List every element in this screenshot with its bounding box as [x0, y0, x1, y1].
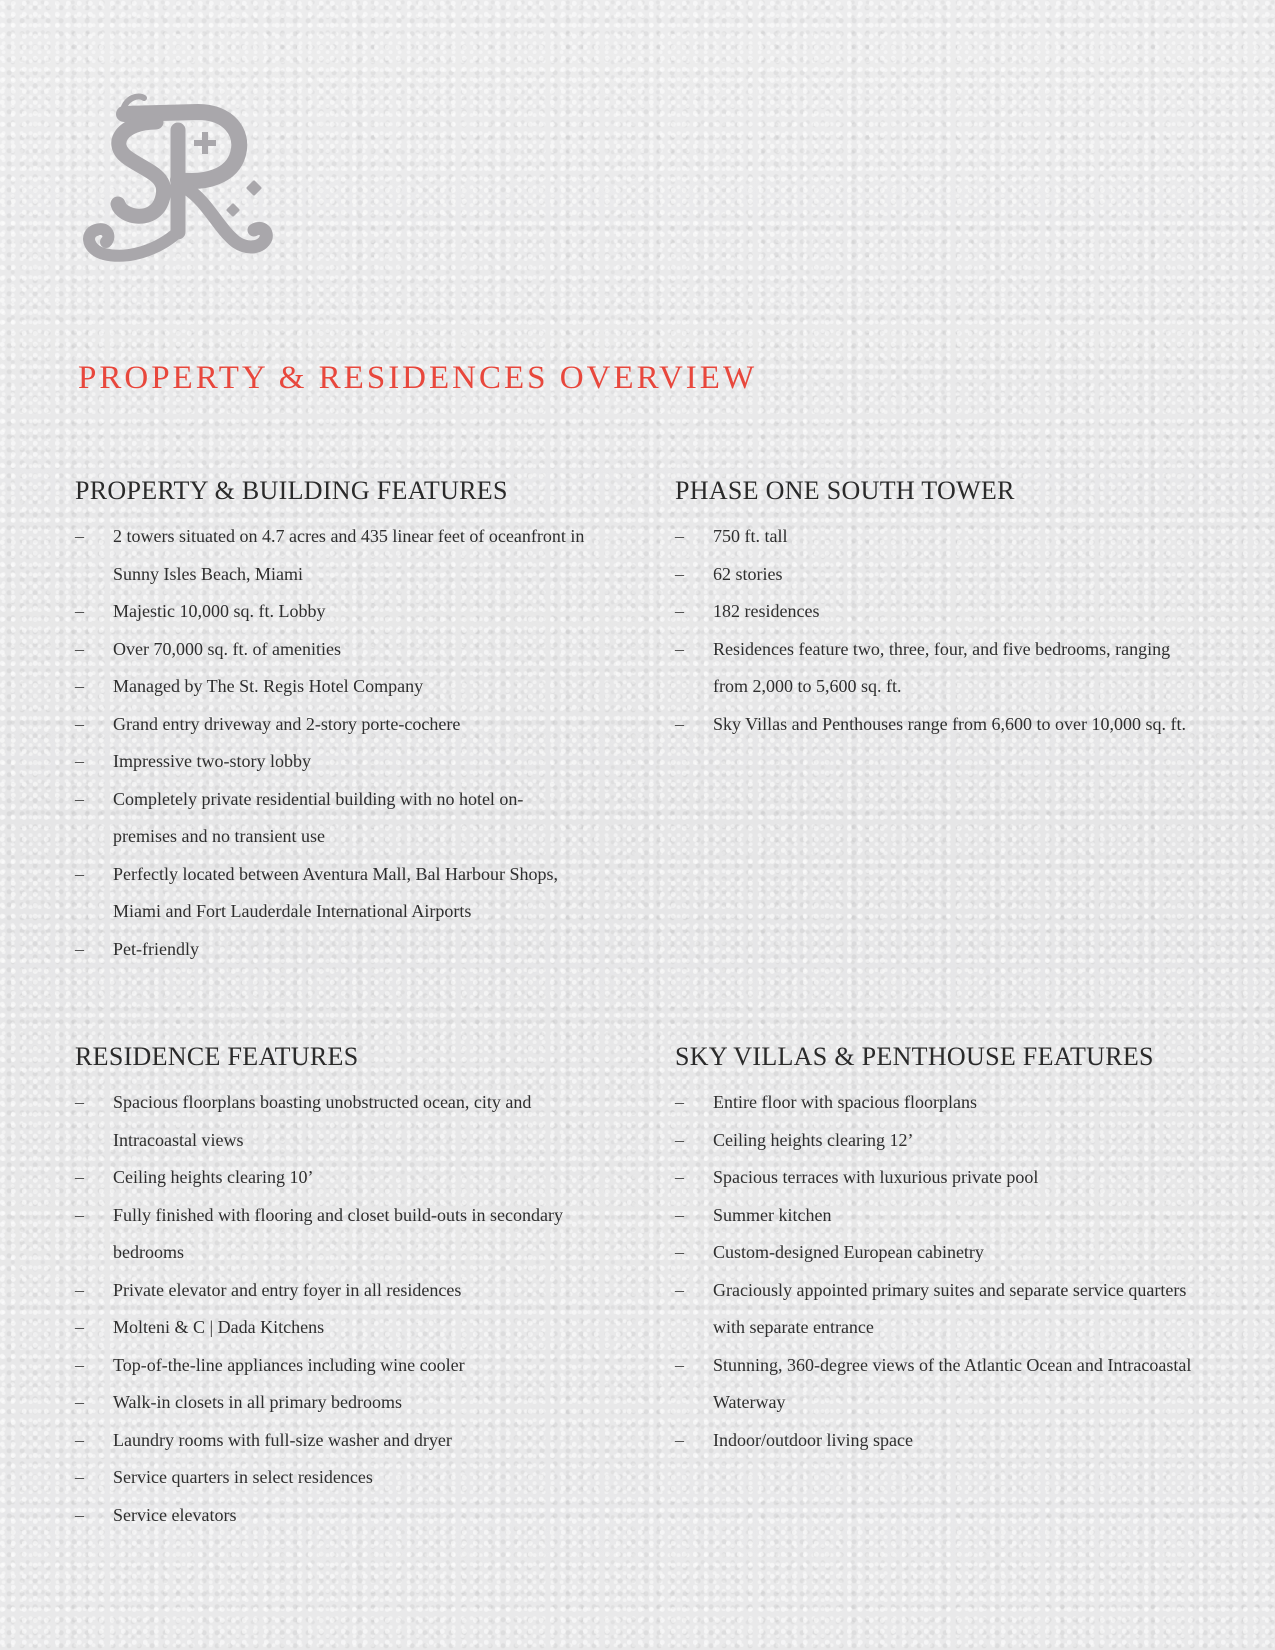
- feature-list: [75, 518, 585, 968]
- list-item-text: 750 ft. tall: [713, 526, 788, 546]
- feature-list: [75, 1084, 585, 1534]
- list-item: [75, 1159, 585, 1197]
- section-heading: PHASE ONE SOUTH TOWER: [675, 476, 1015, 505]
- list-item: [75, 1459, 585, 1497]
- list-item: [675, 1347, 1195, 1422]
- dash-bullet-icon: –: [675, 1242, 684, 1262]
- list-item: [75, 931, 585, 969]
- dash-bullet-icon: –: [75, 1204, 84, 1225]
- section-phase-one-south-tower: [675, 474, 1195, 743]
- list-item: [75, 1272, 585, 1310]
- st-regis-monogram-logo: [78, 92, 274, 272]
- list-item-text: 182 residences: [713, 601, 820, 621]
- list-item: [675, 1197, 1195, 1235]
- feature-list: [675, 518, 1195, 743]
- list-item-text: Ceiling heights clearing 12’: [713, 1129, 914, 1150]
- list-item-text: Top-of-the-line appliances including wine cooler: [113, 1354, 465, 1375]
- list-item: [675, 1159, 1195, 1197]
- dash-bullet-icon: –: [675, 1429, 684, 1450]
- dash-bullet-icon: –: [75, 1392, 84, 1412]
- list-item-text: Managed by The St. Regis Hotel Company: [113, 676, 424, 696]
- section-heading: PROPERTY & BUILDING FEATURES: [75, 476, 508, 505]
- dash-bullet-icon: –: [75, 676, 84, 696]
- list-item: [675, 1234, 1195, 1272]
- list-item-text: Grand entry driveway and 2-story porte-cochere: [113, 713, 461, 734]
- section-heading: SKY VILLAS & PENTHOUSE FEATURES: [675, 1042, 1154, 1071]
- dash-bullet-icon: –: [75, 638, 84, 659]
- section-property-building-features: [75, 474, 585, 968]
- list-item: [675, 1084, 1195, 1122]
- dash-bullet-icon: –: [675, 526, 684, 546]
- list-item-text: Residences feature two, three, four, and five bedrooms, ranging from 2,000 to 5,600 sq. ft.: [713, 638, 1171, 696]
- dash-bullet-icon: –: [675, 1279, 684, 1300]
- list-item-text: Fully finished with flooring and closet build-outs in secondary bedrooms: [113, 1204, 563, 1262]
- page-title: PROPERTY & RESIDENCES OVERVIEW: [78, 360, 758, 396]
- list-item: [675, 1272, 1195, 1347]
- list-item-text: Stunning, 360-degree views of the Atlantic Ocean and Intracoastal Waterway: [713, 1354, 1192, 1412]
- monogram-icon: [78, 92, 274, 272]
- list-item: [75, 856, 585, 931]
- list-item: [675, 1122, 1195, 1160]
- list-item: [675, 593, 1195, 631]
- list-item: [675, 706, 1195, 744]
- dash-bullet-icon: –: [675, 563, 684, 584]
- list-item: [75, 1422, 585, 1460]
- dash-bullet-icon: –: [75, 526, 84, 546]
- list-item: [675, 631, 1195, 706]
- dash-bullet-icon: –: [675, 1354, 684, 1375]
- section-sky-villas-penthouse-features: [675, 1040, 1195, 1459]
- dash-bullet-icon: –: [75, 1317, 84, 1337]
- list-item-text: Entire floor with spacious floorplans: [713, 1092, 977, 1112]
- dash-bullet-icon: –: [675, 1204, 684, 1225]
- list-item: [75, 1384, 585, 1422]
- list-item-text: Majestic 10,000 sq. ft. Lobby: [113, 601, 326, 621]
- list-item-text: Walk-in closets in all primary bedrooms: [113, 1392, 402, 1412]
- list-item-text: Graciously appointed primary suites and separate service quarters with separate entrance: [713, 1279, 1187, 1337]
- dash-bullet-icon: –: [75, 1504, 84, 1525]
- list-item: [75, 518, 585, 593]
- list-item-text: Indoor/outdoor living space: [713, 1429, 913, 1450]
- list-item: [75, 1309, 585, 1347]
- dash-bullet-icon: –: [75, 788, 84, 809]
- list-item: [75, 1197, 585, 1272]
- dash-bullet-icon: –: [675, 601, 684, 621]
- dash-bullet-icon: –: [675, 638, 684, 659]
- list-item: [675, 1422, 1195, 1460]
- section-heading: RESIDENCE FEATURES: [75, 1042, 359, 1071]
- dash-bullet-icon: –: [75, 1092, 84, 1112]
- list-item: [75, 593, 585, 631]
- dash-bullet-icon: –: [675, 1092, 684, 1112]
- list-item-text: Summer kitchen: [713, 1204, 832, 1225]
- list-item-text: Ceiling heights clearing 10’: [113, 1167, 314, 1187]
- dash-bullet-icon: –: [75, 713, 84, 734]
- list-item: [75, 743, 585, 781]
- list-item-text: Impressive two-story lobby: [113, 751, 311, 771]
- list-item: [75, 1497, 585, 1535]
- list-item-text: Private elevator and entry foyer in all residences: [113, 1279, 462, 1300]
- list-item-text: Sky Villas and Penthouses range from 6,600 to over 10,000 sq. ft.: [713, 713, 1187, 734]
- list-item-text: 62 stories: [713, 563, 783, 584]
- list-item-text: Over 70,000 sq. ft. of amenities: [113, 638, 341, 659]
- list-item-text: Pet-friendly: [113, 938, 199, 959]
- dash-bullet-icon: –: [675, 1167, 684, 1187]
- list-item-text: Spacious floorplans boasting unobstructed ocean, city and Intracoastal views: [113, 1092, 532, 1150]
- list-item-text: Molteni & C | Dada Kitchens: [113, 1317, 325, 1337]
- list-item: [675, 556, 1195, 594]
- list-item-text: 2 towers situated on 4.7 acres and 435 linear feet of oceanfront in Sunny Isles Beach, Miami: [113, 526, 585, 584]
- list-item-text: Service quarters in select residences: [113, 1467, 373, 1487]
- list-item-text: Custom-designed European cabinetry: [713, 1242, 984, 1262]
- dash-bullet-icon: –: [75, 751, 84, 771]
- dash-bullet-icon: –: [675, 713, 684, 734]
- list-item: [75, 631, 585, 669]
- section-residence-features: [75, 1040, 585, 1534]
- list-item-text: Spacious terraces with luxurious private pool: [713, 1167, 1039, 1187]
- dash-bullet-icon: –: [75, 863, 84, 884]
- list-item-text: Perfectly located between Aventura Mall, Bal Harbour Shops, Miami and Fort Lauderdale International Airports: [113, 863, 559, 921]
- list-item: [675, 518, 1195, 556]
- dash-bullet-icon: –: [75, 1167, 84, 1187]
- dash-bullet-icon: –: [75, 1279, 84, 1300]
- list-item: [75, 1084, 585, 1159]
- dash-bullet-icon: –: [75, 1467, 84, 1487]
- dash-bullet-icon: –: [75, 1429, 84, 1450]
- list-item: [75, 781, 585, 856]
- list-item-text: Service elevators: [113, 1504, 237, 1525]
- dash-bullet-icon: –: [75, 938, 84, 959]
- dash-bullet-icon: –: [75, 601, 84, 621]
- dash-bullet-icon: –: [75, 1354, 84, 1375]
- dash-bullet-icon: –: [675, 1129, 684, 1150]
- list-item: [75, 668, 585, 706]
- list-item-text: Laundry rooms with full-size washer and dryer: [113, 1429, 452, 1450]
- list-item: [75, 706, 585, 744]
- list-item: [75, 1347, 585, 1385]
- feature-list: [675, 1084, 1195, 1459]
- list-item-text: Completely private residential building with no hotel on-premises and no transient use: [113, 788, 524, 846]
